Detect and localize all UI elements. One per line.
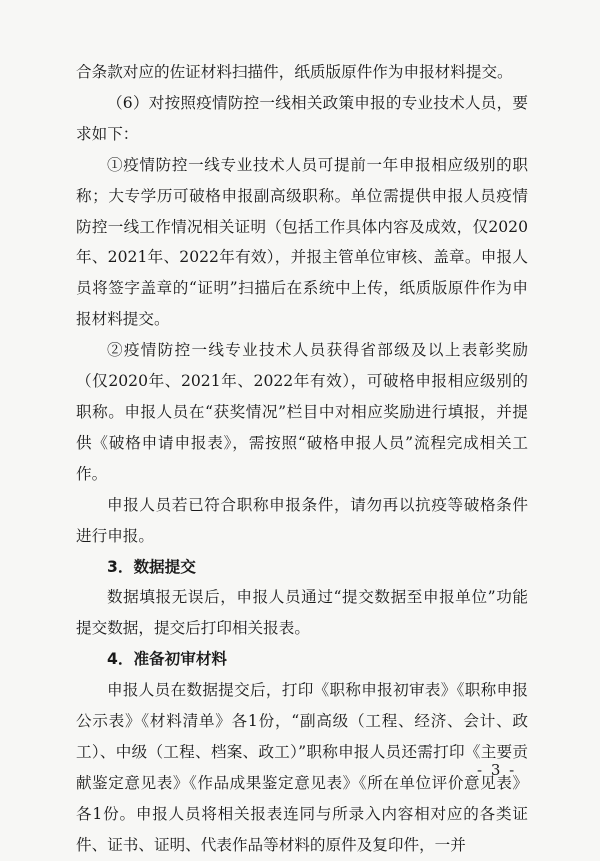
section-heading-preliminary-materials: 4．准备初审材料 [107,650,228,669]
paragraph-item-6: （6）对按照疫情防控一线相关政策申报的专业技术人员，要求如下： [76,93,528,143]
body-text [76,57,528,861]
paragraph-point-2: ②疫情防控一线专业技术人员获得省部级及以上表彰奖励（仅2020年、2021年、2022年有效），可破格申报相应级别的职称。申报人员在“获奖情况”栏目中对相应奖励进行填报，并提供《破格申请申报表》，需按照“破格申报人员”流程完成相关工作。 [76,341,528,483]
paragraph-data-submission: 数据填报无误后，申报人员通过“提交数据至申报单位”功能提交数据，提交后打印相关报表。 [76,588,528,638]
section-heading-data-submission: 3．数据提交 [107,557,196,576]
page-number: - 3 - [477,761,517,779]
paragraph-continuation: 合条款对应的佐证材料扫描件，纸质版原件作为申报材料提交。 [76,63,513,81]
paragraph-point-1: ①疫情防控一线专业技术人员可提前一年申报相应级别的职称；大专学历可破格申报副高级职称。单位需提供申报人员疫情防控一线工作情况相关证明（包括工作具体内容及成效，仅2020年、2021年、2022年有效），并报主管单位审核、盖章。申报人员将签字盖章的“证明”扫描后在系统中上传，纸质版原件作为申报材料提交。 [76,155,528,329]
paragraph-preliminary-materials: 申报人员在数据提交后，打印《职称申报初审表》《职称申报公示表》《材料清单》各1份，“副高级（工程、经济、会计、政工）、中级（工程、档案、政工）”职称申报人员还需打印《主要贡献鉴定意见表》《作品成果鉴定意见表》《所在单位评价意见表》各1份。申报人员将相关报表连同与所录入内容相对应的各类证件、证书、证明、代表作品等材料的原件及复印件，一并 [76,681,528,854]
paragraph-note: 申报人员若已符合职称申报条件，请勿再以抗疫等破格条件进行申报。 [76,495,528,545]
